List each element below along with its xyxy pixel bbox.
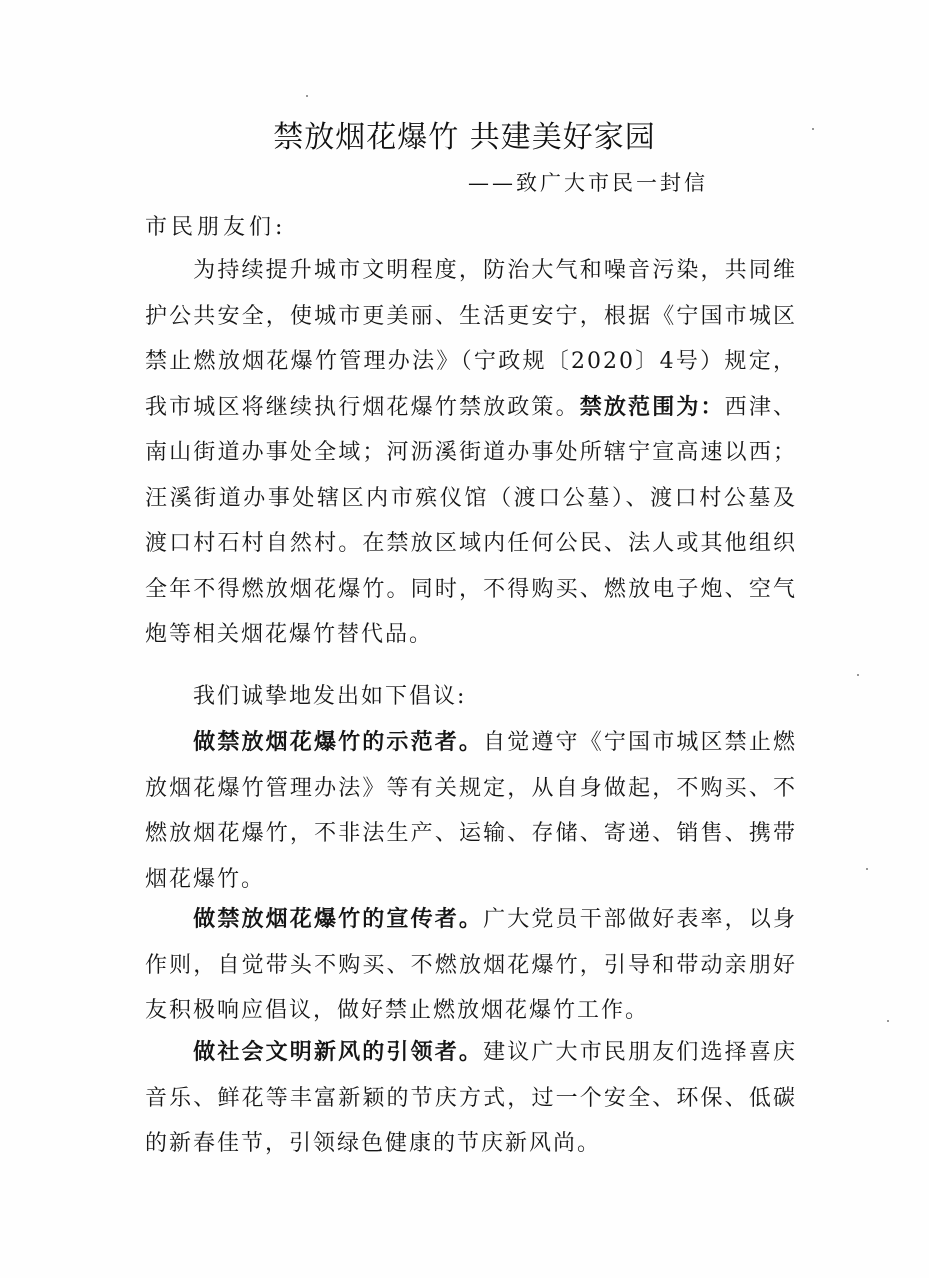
scan-speck — [812, 128, 814, 130]
role-model-text: 自觉遵守《宁国市城区禁止燃放烟花爆竹管理办法》等有关规定，从自身做起，不购买、不燃放烟花爆竹，不非法生产、运输、存储、寄递、销售、携带烟花爆竹。 — [145, 730, 797, 892]
paragraph-promoter — [145, 897, 797, 1034]
ban-scope-label: 禁放范围为： — [579, 394, 725, 420]
scan-speck — [857, 674, 859, 676]
intro-text: 为持续提升城市文明程度，防治大气和噪音污染，共同维护公共安全，使城市更美丽、生活更安宁，根据《宁国市城区禁止燃放烟花爆竹管理办法》（宁政规〔2020〕4号）规定，我市城区将继续执行烟花爆竹禁放政策。 — [145, 258, 797, 420]
paragraph-proposal-intro: 我们诚挚地发出如下倡议: — [193, 684, 467, 709]
promoter-text: 广大党员干部做好表率，以身作则，自觉带头不购买、不燃放烟花爆竹，引导和带动亲朋好友积极响应倡议，做好禁止燃放烟花爆竹工作。 — [145, 907, 797, 1023]
paragraph-intro — [145, 248, 797, 658]
leader-heading: 做社会文明新风的引领者。 — [193, 1040, 484, 1065]
scan-speck — [306, 95, 308, 97]
role-model-heading: 做禁放烟花爆竹的示范者。 — [193, 730, 484, 755]
paragraph-leader — [145, 1030, 797, 1167]
scan-speck — [866, 868, 868, 870]
ban-scope-text: 西津、南山街道办事处全域；河沥溪街道办事处所辖宁宣高速以西；汪溪街道办事处辖区内市殡仪馆（渡口公墓）、渡口村公墓及渡口村石村自然村。在禁放区域内任何公民、法人或其他组织全年不得燃放烟花爆竹。同时，不得购买、燃放电子炮、空气炮等相关烟花爆竹替代品。 — [145, 394, 797, 647]
salutation: 市民朋友们: — [145, 215, 287, 240]
promoter-heading: 做禁放烟花爆竹的宣传者。 — [193, 907, 484, 932]
scan-speck — [887, 1020, 889, 1022]
letter-title: 禁放烟花爆竹 共建美好家园 — [273, 120, 656, 155]
leader-text: 建议广大市民朋友们选择喜庆音乐、鲜花等丰富新颖的节庆方式，过一个安全、环保、低碳的新春佳节，引领绿色健康的节庆新风尚。 — [145, 1040, 797, 1156]
letter-subtitle: ——致广大市民一封信 — [468, 171, 708, 195]
paragraph-role-model — [145, 720, 797, 902]
